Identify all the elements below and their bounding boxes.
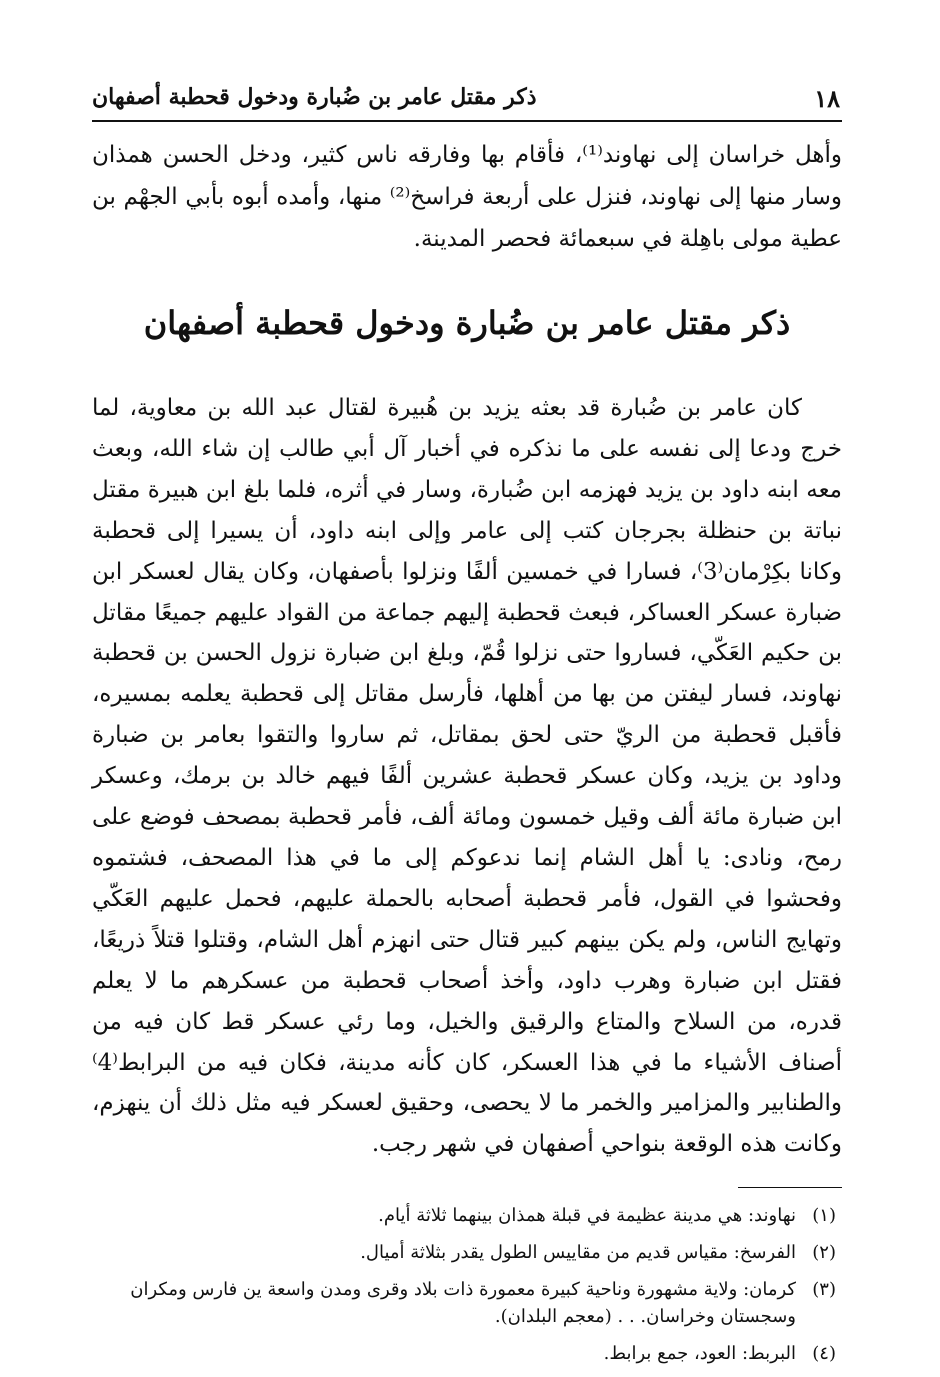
running-header-title: ذكر مقتل عامر بن ضُبارة ودخول قحطبة أصفهان: [92, 84, 537, 110]
section-title: ذكر مقتل عامر بن ضُبارة ودخول قحطبة أصفهان: [143, 304, 791, 342]
running-header: [92, 70, 842, 113]
footnote-item: [92, 1276, 842, 1330]
book-page: [92, 70, 842, 1377]
page-number: ١٨: [814, 84, 840, 113]
body-text: [92, 388, 842, 1165]
footnote-number: (٤): [812, 1343, 836, 1365]
footnote-text: نهاوند: هي مدينة عظيمة في قبلة همذان بينهما ثلاثة أيام.: [378, 1205, 796, 1227]
footnote-item: [92, 1202, 842, 1229]
footnote-item: [92, 1340, 842, 1367]
footnote-number: (٢): [812, 1242, 836, 1264]
footnote-divider: [738, 1187, 842, 1188]
footnote-number: (٣): [812, 1279, 836, 1301]
footnotes: [92, 1202, 842, 1367]
header-divider: [92, 120, 842, 122]
intro-paragraph: وأهل خراسان إلى نهاوند⁽¹⁾، فأقام بها وفارقه ناس كثير، ودخل الحسن همذان وسار منها إلى نهاوند، فنزل على أربعة فراسخ⁽²⁾ منها، وأمده أبوه بأبي الجهْم بن عطية مولى باهِلة في سبعمائة فحصر المدينة.: [92, 142, 843, 252]
footnote-item: [92, 1239, 842, 1266]
footnote-text: كرمان: ولاية مشهورة وناحية كبيرة معمورة ذات بلاد وقرى ومدن واسعة ين فارس ومكران وسجستان وخراسان. . . (معجم البلدان).: [130, 1279, 796, 1328]
footnote-text: البربط: العود، جمع برابط.: [603, 1343, 796, 1365]
body-paragraph: كان عامر بن ضُبارة قد بعثه يزيد بن هُبيرة لقتال عبد الله بن معاوية، لما خرج ودعا إلى نفسه على ما نذكره في أخبار آل أبي طالب إن شاء الله، وبعث معه ابنه داود بن يزيد فهزمه ابن ضُبارة، وسار في أثره، فلما بلغ ابن هبيرة مقتل نباتة بن حنظلة بجرجان كتب إلى عامر وإلى ابنه داود، أن يسيرا إلى قحطبة وكانا بكِرْمان⁽3⁾، فسارا في خمسين ألفًا ونزلوا بأصفهان، وكان يقال لعسكر ابن ضبارة عسكر العساكر، فبعث قحطبة إليهم جماعة من القواد عليهم جميعًا مقاتل بن حكيم العَكّي، فساروا حتى نزلوا قُمّ، وبلغ ابن ضبارة نزول الحسن بن قحطبة نهاوند، فسار ليفتن من بها من أهلها، فأرسل مقاتل إلى قحطبة يعلمه بمسيره، فأقبل قحطبة من الريّ حتى لحق بمقاتل، ثم ساروا والتقوا بعامر بن ضبارة وداود بن يزيد، وكان عسكر قحطبة عشرين ألفًا فيهم خالد بن برمك، وعسكر ابن ضبارة مائة ألف وقيل خمسون ومائة ألف، فأمر قحطبة بمصحف فوضع على رمح، ونادى: يا أهل الشام إنما ندعوكم إلى ما في هذا المصحف، فشتموه وفحشوا في القول، فأمر قحطبة أصحابه بالحملة عليهم، فحمل عليهم العَكّي وتهايج الناس، ولم يكن بينهم كبير قتال حتى انهزم أهل الشام، وقتلوا قتلاً ذريعًا، فقتل ابن ضبارة وهرب داود، وأخذ أصحاب قحطبة من عسكرهم ما لا يعلم قدره، من السلاح والمتاع والرقيق والخيل، وما رئي عسكر قط كان فيه من أصناف الأشياء ما في هذا العسكر، كان كأنه مدينة، فكان فيه من البرابط⁽4⁾ والطنابير والمزامير والخمر ما لا يحصى، وحقيق لعسكر فيه مثل ذلك أن ينهزم، وكانت هذه الوقعة بنواحي أصفهان في شهر رجب.: [92, 395, 843, 1158]
footnote-text: الفرسخ: مقياس قديم من مقاييس الطول يقدر بثلاثة أميال.: [360, 1242, 796, 1264]
footnote-number: (١): [812, 1205, 836, 1227]
